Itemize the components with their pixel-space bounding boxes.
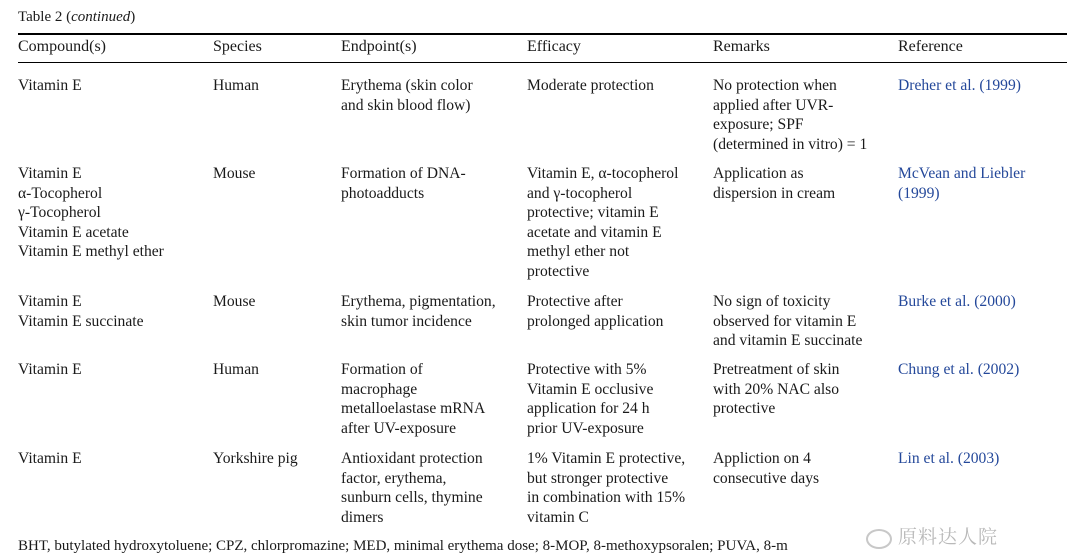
reference-link[interactable]: Dreher et al. (1999) <box>898 77 1021 94</box>
cell-remarks: Pretreatment of skin with 20% NAC also protective <box>713 361 840 418</box>
cell-compounds: Vitamin E Vitamin E succinate <box>18 293 144 330</box>
watermark <box>866 522 998 549</box>
wechat-icon <box>866 529 892 549</box>
cell-efficacy: 1% Vitamin E protective, but stronger protective in combination with 15% vitamin C <box>527 450 686 526</box>
cell-species: Yorkshire pig <box>213 450 298 467</box>
column-header-reference: Reference <box>898 38 963 55</box>
cell-endpoint: Erythema (skin color and skin blood flow) <box>341 77 473 114</box>
cell-compounds: Vitamin E <box>18 361 82 378</box>
table-footnote: BHT, butylated hydroxytoluene; CPZ, chlorpromazine; MED, minimal erythema dose; 8-MOP, 8-methoxypsoralen; PUVA, 8-m <box>18 538 788 554</box>
cell-endpoint: Formation of macrophage metalloelastase mRNA after UV-exposure <box>341 361 486 437</box>
cell-compounds: Vitamin E α-Tocopherol γ-Tocopherol Vitamin E acetate Vitamin E methyl ether <box>18 165 164 261</box>
reference-link[interactable]: Chung et al. (2002) <box>898 361 1020 378</box>
cell-endpoint: Erythema, pigmentation, skin tumor incidence <box>341 293 496 330</box>
column-header-endpoints: Endpoint(s) <box>341 38 417 55</box>
cell-remarks: Application as dispersion in cream <box>713 165 836 202</box>
cell-endpoint: Antioxidant protection factor, erythema, sunburn cells, thymine dimers <box>341 450 483 526</box>
cell-remarks: No sign of toxicity observed for vitamin E and vitamin E succinate <box>713 293 863 350</box>
column-header-remarks: Remarks <box>713 38 770 55</box>
cell-endpoint: Formation of DNA- photoadducts <box>341 165 466 202</box>
cell-species: Mouse <box>213 165 256 182</box>
table-header-rule <box>18 62 1067 63</box>
cell-efficacy: Protective with 5% Vitamin E occlusive application for 24 h prior UV-exposure <box>527 361 654 437</box>
reference-link[interactable]: McVean and Liebler (1999) <box>898 165 1026 202</box>
cell-remarks: No protection when applied after UVR- exposure; SPF (determined in vitro) = 1 <box>713 77 868 153</box>
cell-remarks: Appliction on 4 consecutive days <box>713 450 820 487</box>
cell-species: Human <box>213 361 259 378</box>
reference-link[interactable]: Lin et al. (2003) <box>898 450 1000 467</box>
cell-compounds: Vitamin E <box>18 77 82 94</box>
watermark-text: 原料达人院 <box>898 527 999 548</box>
cell-efficacy: Vitamin E, α-tocopherol and γ-tocopherol protective; vitamin E acetate and vitamin E methyl ether not protective <box>527 165 679 280</box>
table-top-rule <box>18 33 1067 35</box>
column-header-efficacy: Efficacy <box>527 38 581 55</box>
cell-efficacy: Moderate protection <box>527 77 654 94</box>
cell-compounds: Vitamin E <box>18 450 82 467</box>
cell-efficacy: Protective after prolonged application <box>527 293 664 330</box>
reference-link[interactable]: Burke et al. (2000) <box>898 293 1016 310</box>
cell-species: Mouse <box>213 293 256 310</box>
column-header-species: Species <box>213 38 262 55</box>
table-caption: Table 2 (continued) <box>18 9 136 25</box>
cell-species: Human <box>213 77 259 94</box>
column-header-compounds: Compound(s) <box>18 38 106 55</box>
